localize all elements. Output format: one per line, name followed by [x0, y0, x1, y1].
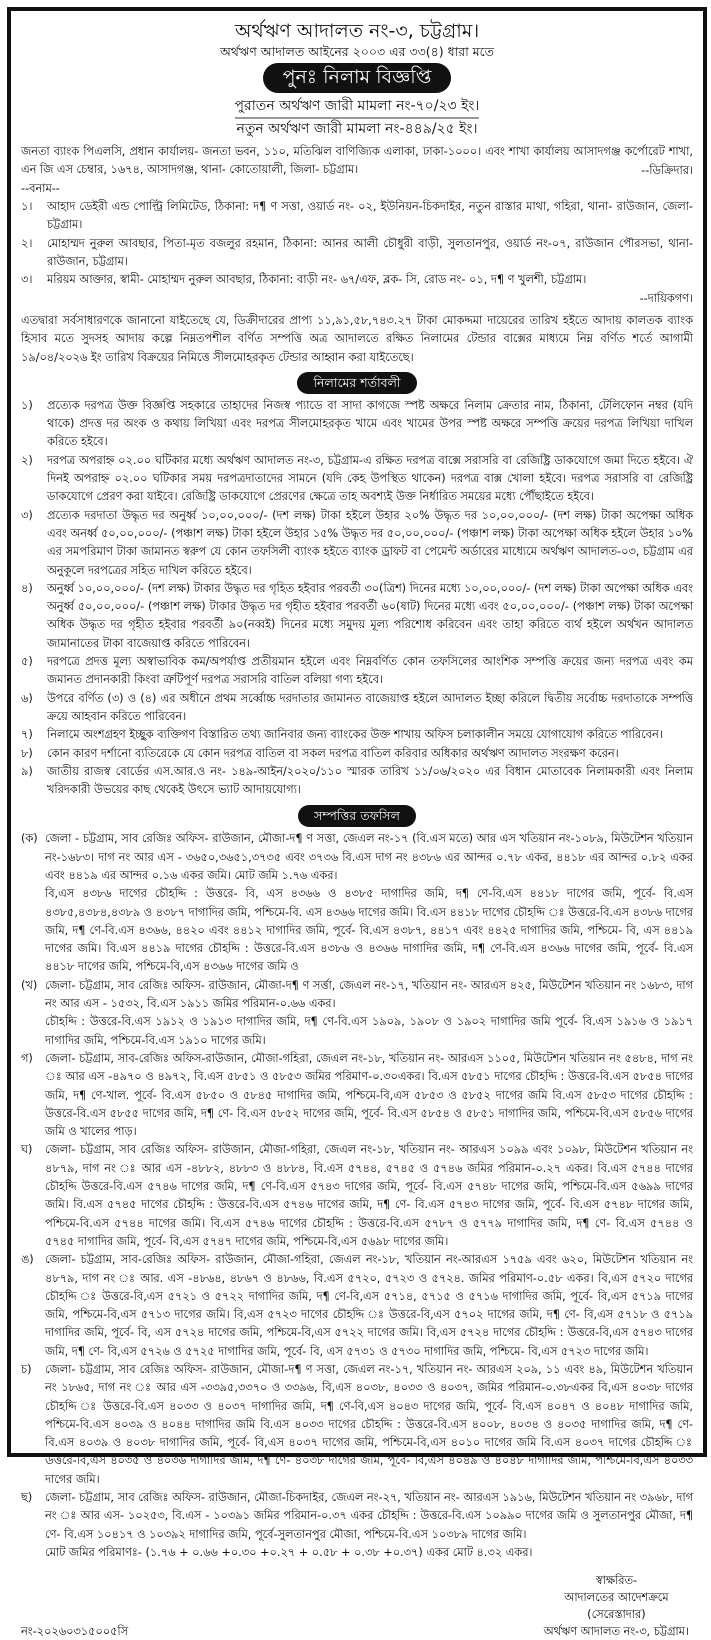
condition-item [21, 580, 693, 653]
defendant-text: মোহাম্মদ নুরুল আবছার, পিতা-মৃত বজলুর রহমান, ঠিকানা: আনর আলী চৌধুরী বাড়ী, সুলতানপুর, ওয়ার্ড নং-০৭, রাউজান পৌরসভা, থানা- রাউজান, চট্টগ্রাম। [47, 236, 693, 269]
schedule-number: গ) [21, 1051, 33, 1065]
condition-item [21, 452, 693, 507]
signature-line: স্বাক্ষরিত- [595, 1574, 638, 1588]
defendant-number: ১। [21, 200, 33, 214]
schedule-text: জেলা- চট্টগ্রাম, সাব রেজিঃ অফিস- রাউজান, মৌজা-গহিরা, জেএল নং-১৮, খতিয়ান নং- আরএস ১০৯৯ এবং ১০৯৮, মিউটেশন খতিয়ান নং ৪৮৭৯, দাগ নং ঃ আর এস -৪৮৮২, ৪৮৮৩ ও ৪৮৮৪, বি.এস ৫৭৪৪, ৫৭৪৫ ও ৫৭৪৬ জমির পরিমান-০.২৭ একর। বি.এস ৫৭৪৪ দাগের চৌহদ্দি উত্তরে-বি.এস ৫৭৪৬ দাগের জমি, দ¶ ণে-বি.এস ৫৭৪৩ দাগের জমি, পূর্বে- বি.এস ৫৭৪৮ দাগের জমি, পশ্চিমে-বি.এস ৫৬৯৯ দাগের জমি। বি.এস ৫৭৪৫ দাগের চৌহদ্দি : উত্তরে-বি.এস ৫৭৪৬ দাগের জমি, দ¶ ণে- বি.এস ৫৭৪৩ দাগের জমি, পূর্বে- বি.এস ৫৭৪৮ দাগের জমি, পশ্চিমে-বি.এস ৫৭৪৪ দাগের জমি। বি.এস ৫৭৪৬ দাগের চৌহদ্দি : উত্তরে-বি.এস ৫৭৮৭ ও ৫৭৭৯ দাগাদির জমি, দ¶ ণে- বি.এস ৫৭৪৪ ও ৫৭৪৫ দাগাদির জমি, পূর্বে- বি,এস ৫৭৪৭ দাগের জমি, পশ্চিমে-বি,এস ৫৬৯৮ দাগের জমি। [45, 1143, 693, 1248]
defendants-list [21, 198, 693, 289]
condition-text: কোন কারণ দর্শানো ব্যতিরেকে যে কোন দরপত্র বাতিল বা সকল দরপত্র বাতিল করিবার অধিকার অর্থঋণ আদালত সংরক্ষণ করেন। [47, 746, 619, 760]
signature-line: (সেরেস্তাদার) [587, 1608, 646, 1622]
signature-line: আদালতের আদেশক্রমে [564, 1591, 669, 1605]
schedule-item [21, 1489, 693, 1562]
condition-item [21, 745, 693, 763]
condition-number: ৪) [21, 581, 33, 595]
defendant-item [21, 235, 693, 272]
plaintiff-text: জনতা ব্যাংক পিএলসি, প্রধান কার্যালয়- জনতা ভবন, ১১০, মতিঝিল বাণিজ্যিক এলাকা, ঢাকা-১০০০। এবং শাখা কার্যালয় আসাদগঞ্জ কর্পোরেট শাখা, এন জি এস চেম্বার, ১৬৭৪, আসাদগঞ্জ, থানা- কোতোয়ালী, জিলা- চট্টগ্রাম। [21, 145, 693, 177]
schedule-text: জেলা- চট্টগ্রাম, সাব-রেজিঃ অফিস-রাউজান, মৌজা-গহিরা, জেএল নং-১৮, খতিয়ান নং- আরএস ১১০৫, মিউটেশন খতিয়ান নং ৫৪৮৪, দাগ নং ঃ আর এস -৪৯৭০ ও ৪৯৭২, বি.এস ৫৮৫১ ও ৫৮৫৩ জমির পরিমাণ-০.৩০একর। বি.এস ৫৮৫১ দাগের চৌহদ্দি : উত্তরে-বি.এস ৫৮৫৪ দাগের জমি, দ¶ ণে-খাল. পূর্বে- বি.এস ৫৮৫০ ও ৫৮৪৫ দাগাদির জমি, পশ্চিমে-বি,এস ৫৮৫৩ ও ৫৮৫২ দাগের জমি বি.এস ৫৮৫৩ দাগের চৌহদ্দি : উত্তরে-বি.এস ৫৮৫৫ দাগের জমি, দ¶ ণে- বি.এস ৫৮৫২ দাগের জমি, পূর্বে- বি.এস ৫৮৫৪ ও ৫৮৫১ দাগাদির জমি, পশ্চিমে-বি.এস ৫৮৫৬ দাগের জমি ও খালের পাড়। [45, 1051, 693, 1139]
schedule-heading [21, 805, 693, 827]
court-title: অর্থঋণ আদালত নং-৩, চট্টগ্রাম। [234, 20, 480, 42]
condition-item [21, 397, 693, 452]
schedule-number: চ) [21, 1363, 32, 1376]
condition-number: ৯) [21, 764, 33, 778]
condition-number: ৬) [21, 691, 33, 705]
total-land-text: মোট জমির পরিমাণঃ- (১.৭৬ + ০.৬৬ +০.৩০ +০.২৭ + ০.৫৮ + ০.৩৮ +০.৩৭) একর মোট ৪.৩২ একর। [45, 1545, 533, 1559]
schedule-item [21, 1050, 693, 1141]
schedule-number: ঙ) [21, 1253, 34, 1267]
schedule-item [21, 977, 693, 1050]
schedule-number: (ক) [21, 832, 38, 846]
condition-number: ২) [21, 453, 33, 467]
defendant-item [21, 271, 693, 289]
schedule-number: (খ) [21, 978, 38, 992]
signature-line: অর্থঋণ আদালত নং-৩, চট্টগ্রাম। [543, 1625, 689, 1639]
condition-item [21, 763, 693, 800]
schedule-text: জেলা- চট্টগ্রাম, সাব রেজিঃ অফিস- রাউজান, মৌজা-দ¶ ণ সত্তা, জেএল নং-১৭, খতিয়ান নং- আরএস ২০৯, ১১ এবং ৪৯, মিউটেশন খতিয়ান নং ১৮৬৫, দাগ নং ঃ আর এস -৩৩৯৫,৩৩৭০ ও ৩৩৯৬, বি,এস ৪০৩৮, ৪০৩৩ ও ৪০৩৭, জমির পরিমান-০.৩৮একর বি,এস ৪০৩৮ দাগের চৌহদ্দি ঃ উত্তরে-বি.এস ৪০৩৩ ও ৪০৩৭ দাগাদির জমি, দ¶ ণে-বি,এস ৪০৪৩ দাগের জমি, পূর্বে- বি.এস ৪০৪৭ ও ৪০৪৮ দাগাদির জমি, পশ্চিমে-বি.এস ৪০৩৯ ও ৪০৪৪ দাগাদির জমি বি.এস ৪০৩৩ দাগের চৌহদ্দি : উত্তরে-বি.এস ৪০০৮, ৪০৩৪ ও ৪০৩৫ দাগাদির জমি, দ¶ ণে-বি.এস ৪০৩৯ ও ৪০৩৮ দাগাদির জমি, পূর্বে- বি,এস ৪০৩৭ দাগের জমি, পশ্চিমে-বি,এস ৪০১০ দাগের জমি বি.এস ৪০৩৭ দাগের চৌহদ্দি ঃ উত্তরে-বি,এস ৪০৩৫ ও ৪০৩৬ দাগাদির জমি, দ¶ ণে- ৪০৩৮ দাগের জমি, পূর্বে- বি,এস ৪০৪৯ ও ৪০৪৮ দাগাদির জমি, পশ্চিমে-বি,এস ৪০৩৩ দাগের জমি। [45, 1363, 693, 1486]
condition-number: ৭) [21, 728, 33, 742]
condition-number: ১) [21, 398, 33, 412]
schedule-text: জেলা- চট্টগ্রাম, সাব-রেজিঃ অফিস- রাউজান, মৌজা-গহিরা, জেএল নং-১৮, খতিয়ান নং-আরএস ১৭৫৯ এবং ৬২০, মিউটেশন খতিয়ান নং ৪৮৭৯, দাগ নং ঃ আর. এস -৪৮৬৪, ৪৮৬৭ ও ৪৮৬৬, বি.এস ৫৭২০, ৫৭২৩ ও ৫৭২৪. জমির পরিমাণ-০.৫৮ একর। বি,এস ৫৭২০ দাগের চৌহদ্দি ঃ উত্তরে-বি,এস ৫৭২১ ও ৫৭২২ দাগাদির জমি, দ¶ ণে-বি,এস ৫৭১৪, ৫৭১৫ ও ৫৭১৬ দাগাদির জমি, পূর্বে- বি,এস ৫৭১৯ দাগের জমি, পশ্চিমে-বি,এস ৫৭১৩ দাগের জমি। বি,এস ৫৭২৩ দাগের চৌহদ্দি ঃ উত্তরে-বি,এস ৫৭০২ দাগের জমি, দ¶ ণে- বি,এস ৫৭১৮ ও ৫৭১৯ দাগাদির জমি, পূর্বে- বি, এস ৫৭২৪ দাগের জমি, পশ্চিমে-বি,এস ৫৭২২ দাগের জমি। বি,এস ৫৭২৪ দাগের চৌহদ্দি : উত্তরে-বি,এস ৫৭৪৩ দাগের জমি, দ¶ ণে- বি,এস ৫৭২৬ ও ৫৭২৫ দাগাদির জমি, পূর্বে- বি, এস ৫৭৩১ ও ৫৭৩০ দাগাদির জমি, পশ্চিমে- বি,এস ৫৭২৩ দাগের জমি। [45, 1253, 693, 1358]
schedule-item [21, 1361, 693, 1489]
condition-number: ৫) [21, 655, 33, 669]
notice-title: পুনঃ নিলাম বিজ্ঞপ্তি [263, 63, 452, 93]
versus-label: --বনাম-- [21, 181, 60, 195]
defendant-number: ২। [21, 236, 33, 250]
signature-block [544, 1572, 693, 1640]
defendants-role: --দায়িকগণ। [639, 291, 693, 305]
schedule-item [21, 830, 693, 976]
condition-text: জাতীয় রাজস্ব বোর্ডের এস.আর.ও নং- ১৪৯-আইন/২০২০/১১০ স্মারক তারিখ ১১/০৬/২০২০ এর বিধান মোতাবেক নিলামকারী এবং নিলাম খরিদকারী উভয়ের কাছ থেকেই উৎসে ভ্যাট আদায়যোগ্য। [47, 764, 693, 797]
conditions-list [21, 397, 693, 800]
condition-item [21, 690, 693, 727]
schedule-title: সম্পত্তির তফসিল [298, 805, 416, 827]
footer [21, 1572, 693, 1640]
defendant-text: আহাদ ডেইরী এন্ড পোল্ট্রি লিমিটেড, ঠিকানা: দ¶ ণ সত্তা, ওয়ার্ড নং- ০২, ইউনিয়ন-চিকদাইর, নতুন রাস্তার মাথা, গহিরা, থানা- রাউজান, জেলা-চট্টগ্রাম। [47, 200, 693, 232]
defendant-number: ৩। [21, 273, 33, 287]
schedule-text: বি,এস ৪৩৮৬ দাগের চৌহদ্দি : উত্তরে- বি, এস ৪৩৬৬ ও ৪৩৮৫ দাগাদির জমি, দ¶ ণে-বি.এস ৪৪১৮ দাগের জমি, পূর্বে- বি.এস ৪৩৮৫,৪৩৮৪,৪৩৮৯ ও ৪৩৮৭ দাগাদির জমি, পশ্চিমে-বি. এস ৪৩৬৬ দাগের জমি। বি.এস ৪৪১৮ দাগের চৌহদ্দি ঃ উত্তরে-বি.এস ৪৩৮৬ দাগের জমি, দ¶ ণে-বি.এস ৪৩৬৬, ৪৪২০ এবং ৪৪১২ দাগাদির জমি, পূর্বে- বি.এস ৪৩৮৭, ৪৪১৭ এবং ৪৪২৫ দাগাদির জমি, পশ্চিমে- বি, এস ৪৪১৯ দাগের জমি। বি.এস ৪৪১৯ দাগের চৌহদ্দি : উত্তরে-বি.এস ৪৩৮৬ ও ৪৩৬৬ দাগাদির জমি, দ¶ ণে-বি.এস ৪৩৬৬ দাগের জমি, পূর্বে- বি.এস ৪৪১৮ দাগের জমি, পশ্চিমে-বি,এস ৪৩৬৬ দাগের জমি ও [45, 887, 693, 974]
conditions-heading [21, 372, 693, 394]
schedule-text: চৌহদ্দি : উত্তরে-বি.এস ১৯১২ ও ১৯১৩ দাগাদির জমি, দ¶ ণে-বি.এস ১৯০৯, ১৯০৮ ও ১৯০২ দাগাদির জমি পূর্বে- বি.এস ১৯১৬ ও ১৯১৭ দাগাদির জমি, পশ্চিমে-বি.এস ১৯১০ দাগের জমি। [45, 1015, 693, 1047]
new-case-number: নতুন অর্থঋণ জারী মামলা নং-৪৪৯/২৫ ইং। [236, 121, 478, 137]
schedule-item [21, 1251, 693, 1361]
schedule-text: জেলা- চট্টগ্রাম, সাব রেজিঃ অফিস- রাউজান, মৌজা-দ¶ ণ সর্ত্তা, জেএল নং-১৭, খতিয়ান নং- আরএস ৪২৫, মিউটেশন খতিয়ান নং ১৬৮৩, দাগ নং আর এস - ১৫৩২, বি.এস ১৯১১ জমির পরিমান-০.৬৬ একর। [45, 978, 693, 1011]
condition-number: ৩) [21, 508, 33, 522]
condition-item [21, 653, 693, 690]
notice-body [11, 11, 703, 1640]
condition-text: দরপত্রে প্রদত্ত মূল্য অস্বাভাবিক কম/অপর্যাপ্ত প্রতীয়মান হইলে এবং নিম্নবর্ণিত কোন তফসিলের আংশিক সম্পত্তি ক্রয়ের জন্য দরপত্র এবং কম জমানত প্রদানকারী কিংবা ত্রুটিপূর্ণ দরপত্র সরাসরি বাতিল বলিয়া গণ্য হইবে। [47, 655, 693, 687]
schedule-item [21, 1141, 693, 1251]
defendant-item [21, 198, 693, 235]
condition-text: নিলামে অংশগ্রহণ ইচ্ছুক ব্যক্তিগণ বিস্তারিত তথ্য জানিবার জন্য ব্যাংকের উক্ত শাখায় অফিস চলাকালীন সময়ে যোগাযোগ করিতে পারিবেন। [47, 728, 663, 742]
announcement-text: এতদ্বারা সর্বসাধারণকে জানানো যাইতেছে যে, ডিক্রীদারের প্রাপ্য ১১,৯১,৫৮,৭৪৩.২৭ টাকা মোকদ্দমা দায়েরের তারিখ হইতে আদায় কালতক ব্যাংক হিসাব মতে সুদসহ আদায় কল্পে নিম্নতপশীল বর্ণিত সম্পত্তি অত্র আদালতে রক্ষিত নিলামের টেন্ডার বাক্সের মাধ্যমে নিম্ন বর্ণিত শর্তে আগামী ১৯/০৪/২০২৬ ইং তারিখ বিক্রয়ের নিমিত্তে সীলমোহরকৃত টেন্ডার আহ্বান করা যাইতেছে। [21, 313, 693, 364]
old-case-number: পুরাতন অর্থঋণ জারী মামলা নং-৭০/২৩ ইং। [235, 97, 480, 119]
notice-frame [7, 7, 707, 1639]
condition-item [21, 726, 693, 744]
condition-text: অনুর্ধ্ব ১০,০০,০০০/- (দশ লক্ষ) টাকার উদ্ধৃত দর গৃহিত হইবার পরবর্তী ৩০(ত্রিশ) দিনের মধ্যে ১০,০০,০০০/- (দশ লক্ষ) টাকা অপেক্ষা অধিক এবং অনুর্ধ্ব ৫০,০০,০০০/- (পঞ্চাশ লক্ষ) টাকার উদ্ধৃত দর গৃহীত হইবার পরবর্তী ৬০(ষাট) দিনের মধ্যে এবং ৫০,০০,০০০/- (পঞ্চাশ লক্ষ) টাকা অপেক্ষা অধিক উদ্ধৃত দর গৃহীত হইবার পরবর্তী ৯০(নব্বই) দিনের মধ্যে সমুদয় মূল্য পরিশোধ করিবেন এবং তাহা করিতে ব্যর্থ হইলে অর্থখন আদালত জামানাতের টাকা বাজেয়াপ্ত করিতে পারিবেন। [47, 581, 693, 650]
defendant-text: মরিয়ম আক্তার, স্বামী- মোহাম্মদ নুরুল আবছার, ঠিকানা: বাড়ী নং- ৬৭/এফ, ব্লক- সি, রোড নং- ০১, দ¶ ণ খুলশী, চট্টগ্রাম। [47, 273, 587, 287]
condition-item [21, 507, 693, 580]
condition-text: প্রত্যেক দরদাতা উদ্ধৃত দর অনুর্ধ্ব ১০,০০,০০০/- (দশ লক্ষ) টাকা হইলে উহার ২০% উদ্ধৃত দর ১০,০০,০০০/- (দশ লক্ষ) টাকা অপেক্ষা অধিক এবং অনর্ধ্ব ৫০,০০,০০০/- (পঞ্চাশ লক্ষ) টাকা হইলে উহার ১৫% উদ্ধৃত দর ৫০,০০,০০০/- (পঞ্চাশ লক্ষ) টাকা অপেক্ষা অধিক হইলে উহার ১০% এর সমপরিমাণ টাকা জামানত স্বরুপ যে কোন তফসিলী ব্যাংক হইতে ব্যাংক ড্রাফট বা পেমেন্ট অর্ডারের মাধ্যেমে অর্থঋণ আদালত-০৩, চট্টগ্রাম এর অনুকূলে দরপত্রের সহিত দাখিল করিতে হইবে। [47, 508, 693, 577]
conditions-title: নিলামের শর্তাবলী [297, 372, 416, 394]
condition-text: উপরে বর্ণিত (৩) ও (৪) এর অধীনে প্রথম সর্ব্বোচ্চ দরদাতার জামানত বাজেয়াপ্ত হইলে আদালত ইচ্ছা করিলে দ্বিতীয় সর্বোচ্চ দরদাতাকে সম্পত্তি ক্রয়ে আহবান করিতে পারিবেন। [47, 691, 693, 723]
condition-text: দরপত্র অপরাহ্ন ০২.০০ ঘটিকার মধ্যে অর্থঋণ আদালত নং-৩, চট্টগ্রাম-এ রক্ষিত দরপত্র বাক্সে সরাসরি বা রেজিষ্ট্রি ডাকযোগে জমা দিতে হইবে। ঐ দিনই অপরাহ্ন ০২.০০ ঘটিকার সময় দরপত্রদাতাদের সামনে (যদি কেহ উপস্থিত থাকেন) দরপত্র বাক্স খোলা হইবে। দরপত্র সরাসরি বা রেজিষ্ট্রি ডাকযোগে প্রেরণ করা যাইবে। রেজিষ্ট্রি ডাকযোগে প্রেরণের ক্ষেত্রে তাহ অবশ্যই উক্ত নির্ধারিত সময়ের মধ্যে পৌঁছাইতে হইবে। [47, 453, 693, 504]
header [21, 19, 693, 139]
schedule-list [21, 830, 693, 1562]
schedule-text: জেলা- চট্টগ্রাম, সাব রেজিঃ অফিস- রাউজান, মৌজা-চিকদাইর, জেএল নং-২৭, খতিয়ান নং- আরএস ১৯১৬, মিউটেশন খতিয়ান নং ৩৯৬৮, দাগ নং ঃ আর এস- ১০২৫৩, বি.এস - ১০৩৯১ জমির পরিমান-০.৩৭ একর চৌহদ্দি : উত্তরে-বি.এস ১০৯৯০ দাগের জমি ও সুলতানপুর মৌজা, দ¶ ণে- বি.এস ১০৪১৭ ও ১০৩৯২ দাগাদির জমি, পূর্বে-সুলতানপুর মৌজা, পশ্চিমে-বি.এস ১০৩৮৯ দাগের জমি। [45, 1491, 693, 1541]
schedule-text: জেলা - চট্টগ্রাম, সাব রেজিঃ অফিস- রাউজান, মৌজা-দ¶ ণ সত্তা, জেএল নং-১৭ (বি.এস মতে) আর এস খতিয়ান নং-১০৮৯, মিউটেশন খতিয়ান নং-১৬৮৩। দাগ নং আর এস - ৩৬৫০,৩৬৫১,৩৭৩৫ এবং ৩৭৩৬ বি.এস দাগ নং ৪৩৮৬ এর আন্দর ০.৭৮ একর, ৪৪১৮ এর আন্দর ০.৮২ একর এবং ৪৪১৯ এর আন্দর ০.১৬ একর জমি। মোট জমি ১.৭৬ একর। [45, 832, 693, 882]
condition-number: ৮) [21, 746, 33, 760]
act-line: অর্থঋণ আদালত আইনের ২০০৩ এর ৩৩(৪) ধারা মতে [219, 44, 495, 59]
plaintiff-role: --ডিক্রিদার। [641, 163, 693, 177]
reference-number: নং-২০২৬০৩১৫০০৫সি [21, 1625, 129, 1639]
condition-text: প্রত্যেক দরপত্র উক্ত বিজ্ঞপ্তি সহকারে তাহাদের নিজস্ব প্যাডে বা সাদা কাগজে স্পষ্ট অক্ষরে নিলাম ক্রেতার নাম, ঠিকানা, টেলিফোন নম্বর (যদি থাকে) প্রদত্ত দর অংক ও কথায় লিখিয়া এবং দরপত্র সীলমোহরকৃত খামে এবং খামের উপর স্পষ্ট অক্ষরে সম্পত্তি ক্রয়ের দরপত্র লিখিয়া দাখিল করিতে হইবে। [47, 398, 693, 449]
schedule-number: ছ) [21, 1491, 33, 1505]
schedule-number: ঘ) [21, 1143, 33, 1157]
